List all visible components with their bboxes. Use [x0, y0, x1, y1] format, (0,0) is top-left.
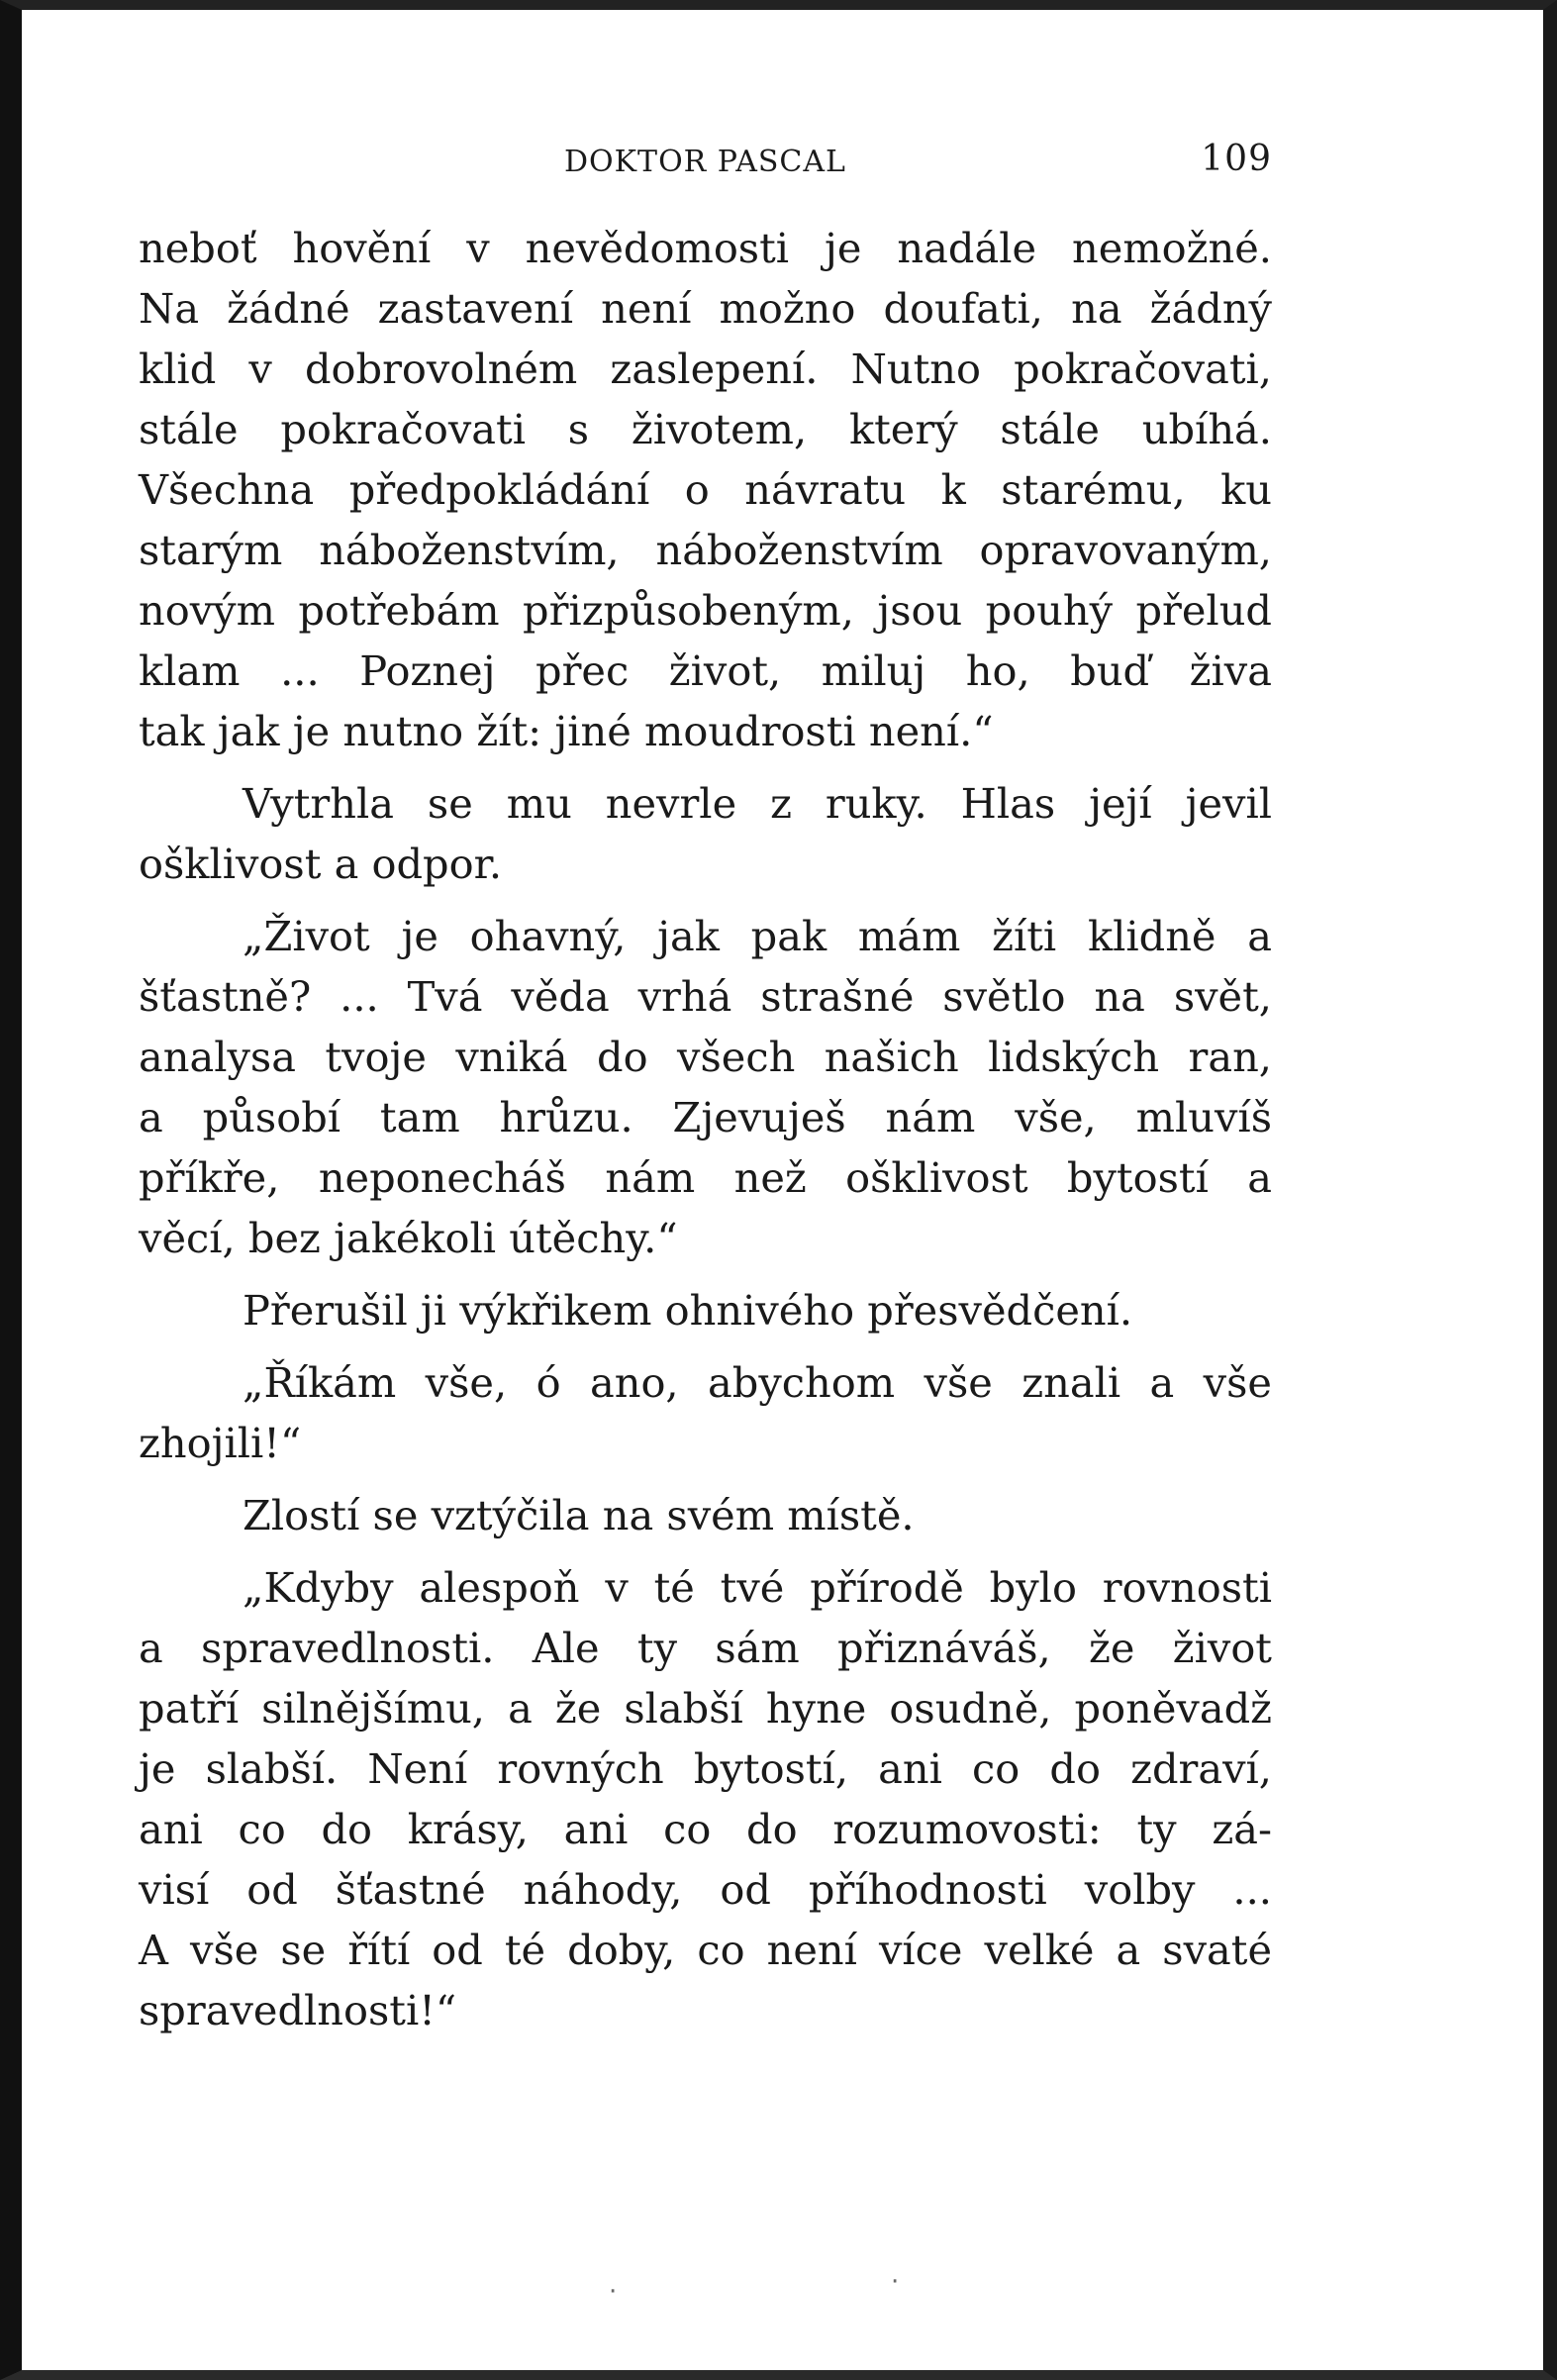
- page-number: 109: [1201, 139, 1272, 179]
- text-line: stále pokračovati s životem, který stále ubíhá.: [139, 405, 1272, 453]
- book-page: [139, 139, 1272, 2040]
- text-line: „Říkám vše, ó ano, abychom vše znali a vše: [243, 1358, 1272, 1407]
- paragraph: [139, 218, 1272, 761]
- text-line: Přerušil ji výkřikem ohnivého přesvědčení.: [243, 1286, 1133, 1335]
- text-line: ošklivost a odpor.: [139, 840, 503, 888]
- paragraph: [139, 906, 1272, 1268]
- paragraph: [139, 1280, 1272, 1340]
- scan-speck-mark: ·: [609, 2277, 618, 2307]
- text-line: Na žádné zastavení není možno doufati, na žádný: [139, 284, 1272, 333]
- text-line: neboť hovění v nevědomosti je nadále nemožné.: [139, 224, 1272, 272]
- text-line: klam ... Poznej přec život, miluj ho, buď živa: [139, 646, 1272, 695]
- text-line: visí od šťastné náhody, od příhodnosti volby ...: [139, 1865, 1272, 1914]
- text-line: je slabší. Není rovných bytostí, ani co do zdraví,: [139, 1744, 1272, 1793]
- text-line: Všechna předpokládání o návratu k starému, ku: [139, 465, 1272, 514]
- text-line: novým potřebám přizpůsobeným, jsou pouhý přelud: [139, 586, 1272, 635]
- page-header: [139, 139, 1272, 198]
- text-line: příkře, neponecháš nám než ošklivost bytostí a: [139, 1153, 1272, 1202]
- text-line: zhojili!“: [139, 1419, 302, 1467]
- body-text: [139, 218, 1272, 2040]
- scan-speck-mark: ·: [891, 2267, 900, 2297]
- text-line: starým náboženstvím, náboženstvím opravovaným,: [139, 526, 1272, 574]
- text-line: „Život je ohavný, jak pak mám žíti klidně a: [243, 912, 1272, 960]
- text-line: spravedlnosti!“: [139, 1986, 457, 2034]
- text-line: a spravedlnosti. Ale ty sám přiznáváš, že život: [139, 1624, 1272, 1672]
- text-line: šťastně? ... Tvá věda vrhá strašné světlo na svět,: [139, 972, 1272, 1021]
- paragraph: [139, 1557, 1272, 2040]
- text-line: A vše se řítí od té doby, co není více velké a svaté: [139, 1926, 1272, 1974]
- text-line: a působí tam hrůzu. Zjevuješ nám vše, mluvíš: [139, 1093, 1272, 1141]
- text-line: Zlostí se vztýčila na svém místě.: [243, 1491, 915, 1539]
- running-title: DOKTOR PASCAL: [564, 145, 846, 179]
- text-line: klid v dobrovolném zaslepení. Nutno pokračovati,: [139, 345, 1272, 393]
- text-line: tak jak je nutno žít: jiné moudrosti není.“: [139, 707, 994, 755]
- text-line: ani co do krásy, ani co do rozumovosti: ty zá-: [139, 1805, 1272, 1853]
- text-line: Vytrhla se mu nevrle z ruky. Hlas její jevil: [243, 779, 1272, 828]
- text-line: věcí, bez jakékoli útěchy.“: [139, 1214, 678, 1262]
- paragraph: [139, 1352, 1272, 1473]
- text-line: analysa tvoje vniká do všech našich lidských ran,: [139, 1033, 1272, 1081]
- text-line: „Kdyby alespoň v té tvé přírodě bylo rovnosti: [243, 1563, 1272, 1612]
- paragraph: [139, 773, 1272, 894]
- text-line: patří silnějšímu, a že slabší hyne osudně, poněvadž: [139, 1684, 1272, 1733]
- paragraph: [139, 1485, 1272, 1545]
